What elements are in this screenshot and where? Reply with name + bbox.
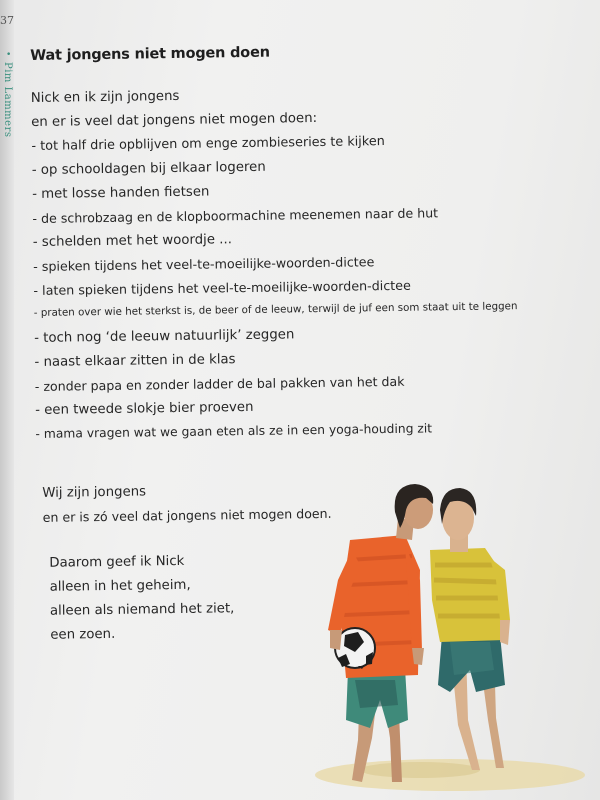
side-author: Pim Lammers: [2, 62, 13, 138]
side-dot: •: [6, 50, 12, 60]
list-item: - laten spieken tijdens het veel-te-moeilijke-woorden-dictee: [33, 277, 411, 298]
list-item: - zonder papa en zonder ladder de bal pakken van het dak: [34, 373, 405, 394]
boy-yellow: [430, 488, 510, 770]
list-item: - mama vragen wat we gaan eten als ze in een yoga-houding zit: [35, 421, 433, 441]
list-item: - praten over wie het sterkst is, de beer of de leeuw, terwijl de juf een som staat uit te leggen: [33, 300, 518, 319]
poem-line: alleen in het geheim,: [49, 577, 191, 595]
poem-line: Wij zijn jongens: [42, 484, 147, 501]
poem-line: Daarom geef ik Nick: [49, 553, 185, 571]
list-item: - tot half drie opblijven om enge zombieseries te kijken: [31, 134, 385, 154]
illustration-two-boys: [300, 470, 600, 800]
list-item: - toch nog ‘de leeuw natuurlijk’ zeggen: [34, 327, 295, 346]
list-item: - spieken tijdens het veel-te-moeilijke-woorden-dictee: [33, 254, 375, 274]
list-item: - de schrobzaag en de klopboormachine meenemen naar de hut: [32, 205, 439, 226]
poem-line: en er is zó veel dat jongens niet mogen doen.: [42, 505, 332, 525]
poem-line: alleen als niemand het ziet,: [49, 601, 235, 619]
poem-line: een zoen.: [50, 626, 116, 643]
poem-title: Wat jongens niet mogen doen: [30, 44, 270, 64]
poem-line: en er is veel dat jongens niet mogen doen:: [31, 110, 318, 130]
list-item: - met losse handen fietsen: [32, 184, 210, 202]
list-item: - schelden met het woordje ...: [32, 232, 232, 250]
list-item: - naast elkaar zitten in de klas: [34, 352, 236, 370]
list-item: - een tweede slokje bier proeven: [35, 399, 254, 418]
page-number: 37: [0, 14, 14, 27]
list-item: - op schooldagen bij elkaar logeren: [31, 159, 266, 178]
poem-line: Nick en ik zijn jongens: [30, 88, 180, 106]
